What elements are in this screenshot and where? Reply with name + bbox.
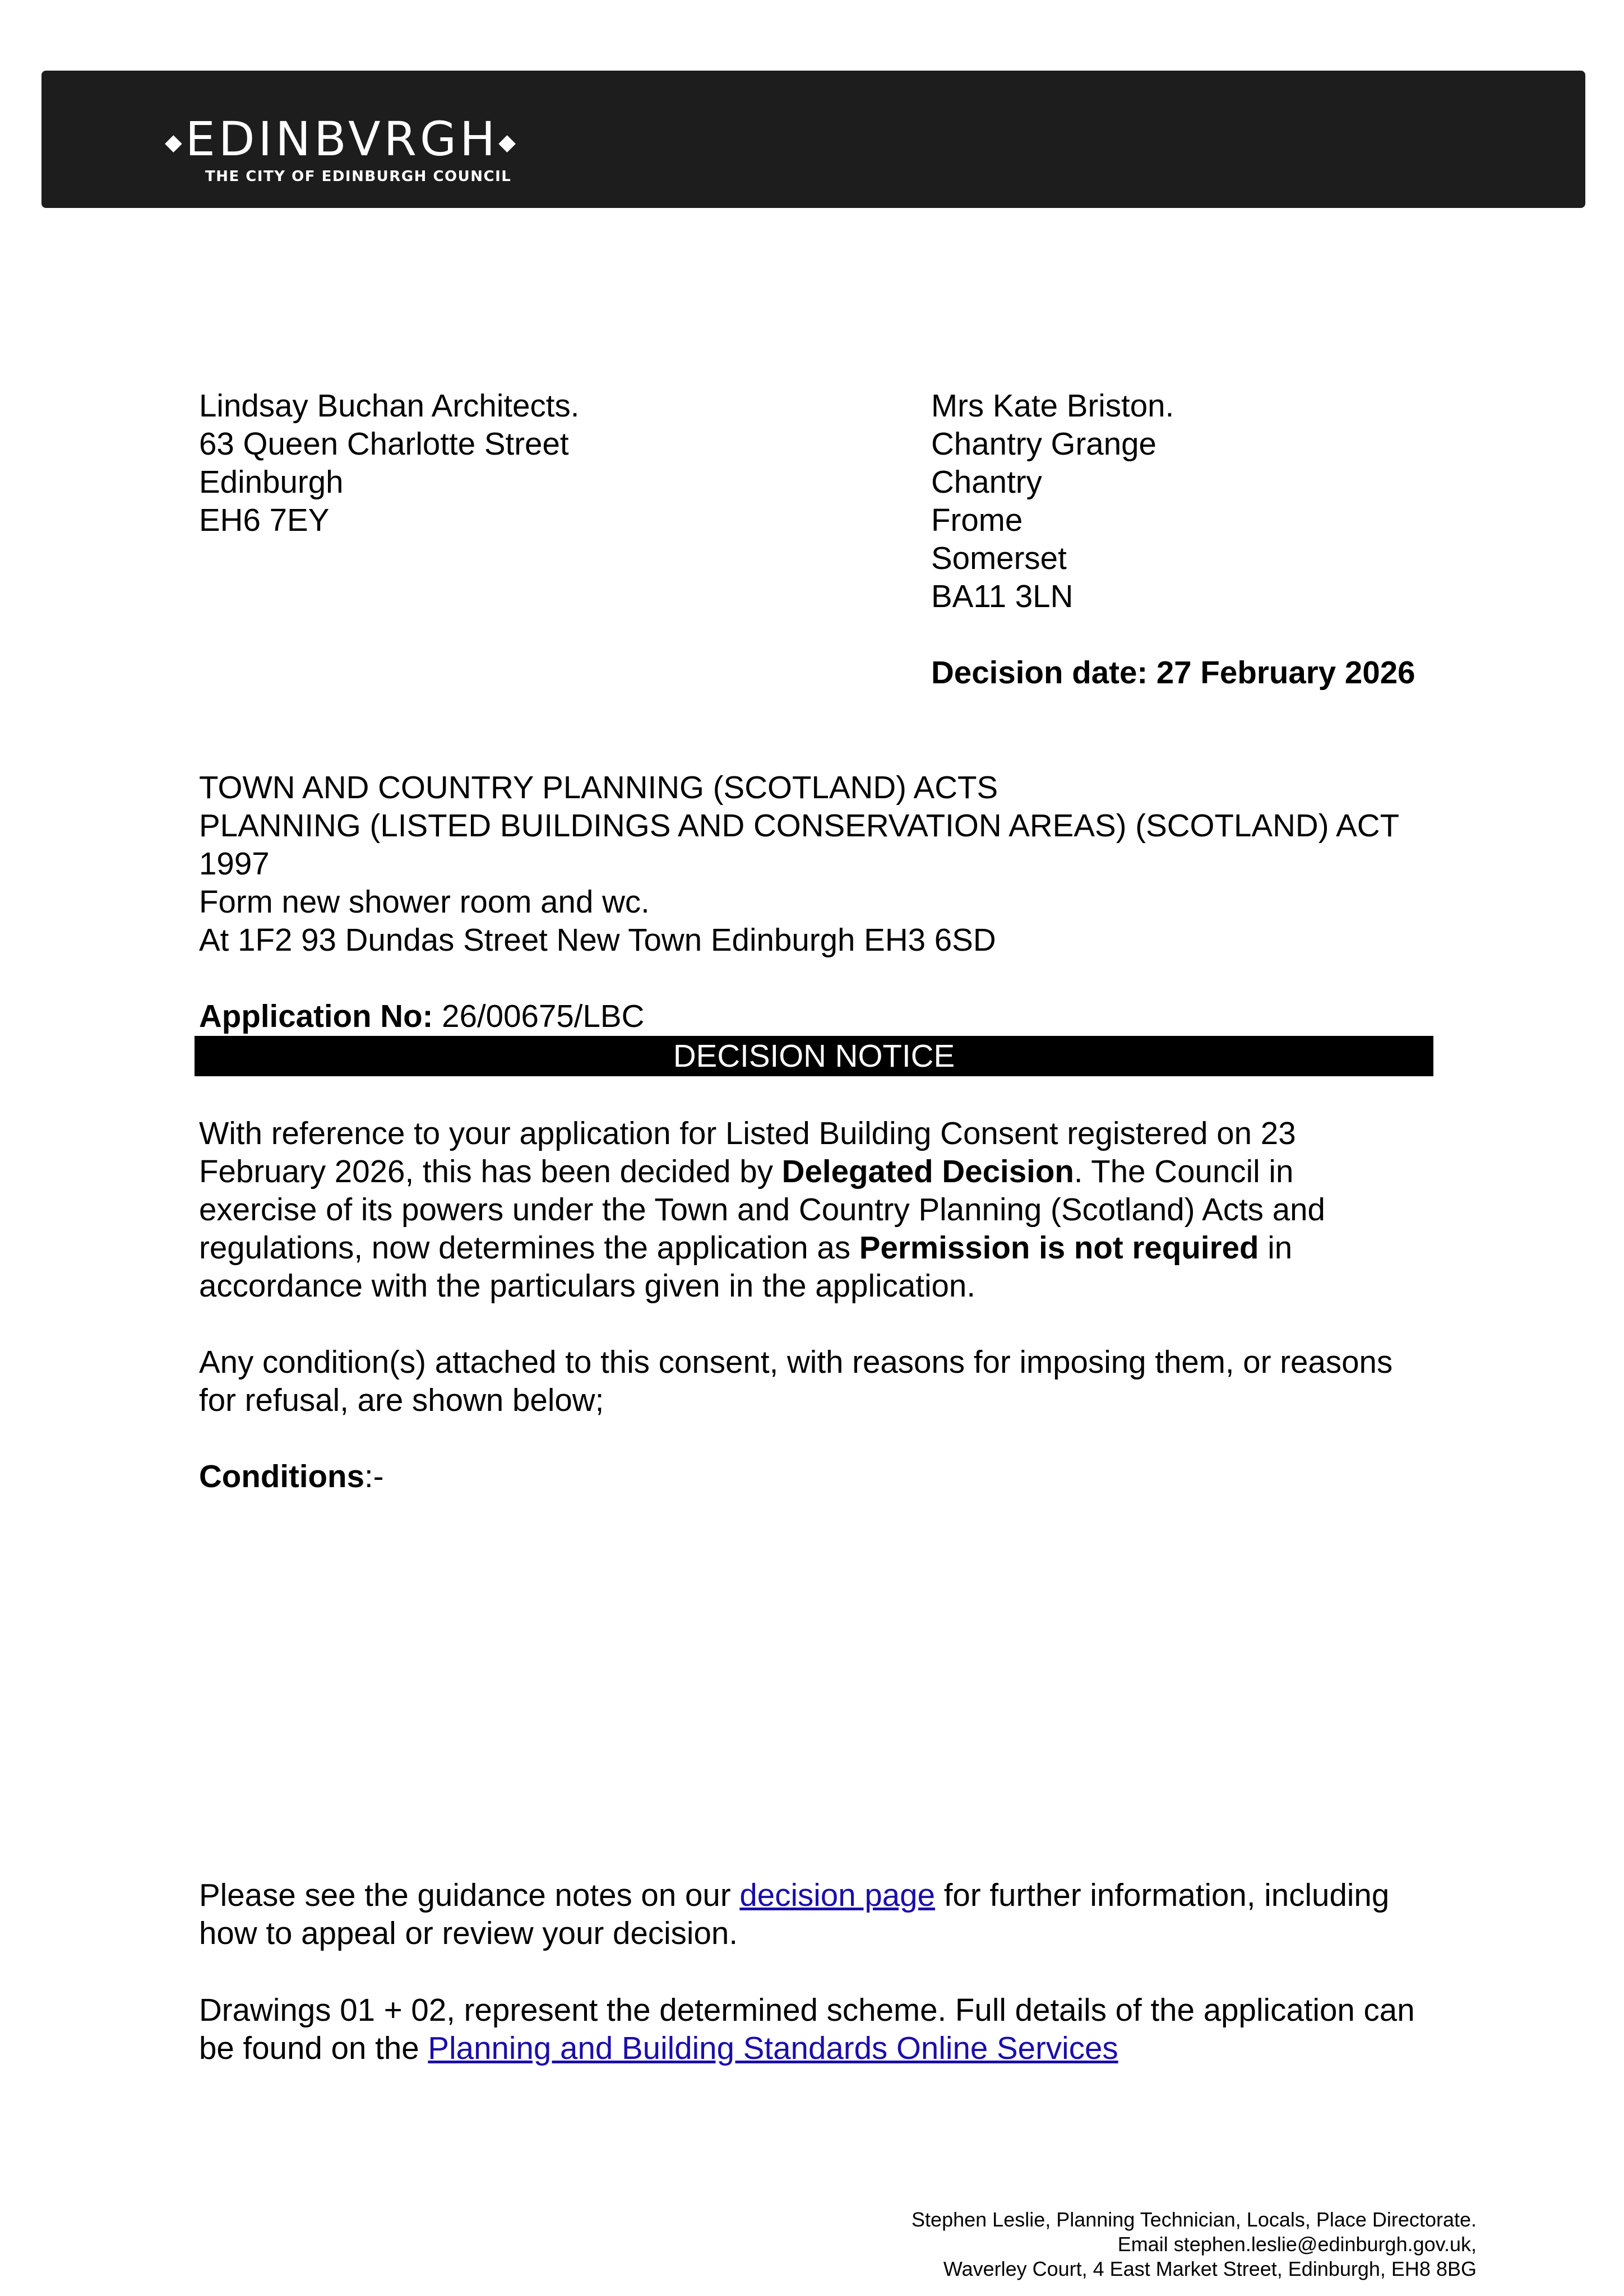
edinburgh-logo [165,112,520,185]
address-line: Chantry Grange [931,426,1156,461]
conditions-intro [199,1343,1392,1419]
text-line: February 2026, this has been decided by Delegated Decision. The Council in [199,1154,1294,1189]
council-header-banner [41,71,1585,208]
heading-line: 1997 [199,846,270,881]
footer-line: Stephen Leslie, Planning Technician, Locals, Place Directorate. [912,2208,1477,2231]
address-line: Lindsay Buchan Architects. [199,388,580,423]
logo-diamond-left-icon: ◆ [165,129,186,156]
site-address: At 1F2 93 Dundas Street New Town Edinburgh EH3 6SD [199,922,996,957]
legislation-heading [199,769,1399,959]
conditions-heading: Conditions:- [199,1459,384,1494]
text-line: for refusal, are shown below; [199,1382,604,1418]
address-line: Somerset [931,540,1067,576]
decision-paragraph [199,1114,1325,1305]
text-line: Please see the guidance notes on our decision page for further information, including [199,1877,1390,1913]
text-line: regulations, now determines the application as Permission is not required in [199,1230,1293,1265]
heading-line: TOWN AND COUNTRY PLANNING (SCOTLAND) ACTS [199,770,998,805]
address-line: Frome [931,502,1023,538]
guidance-paragraph [199,1876,1389,1952]
address-line: BA11 3LN [931,578,1074,614]
footer-line: Waverley Court, 4 East Market Street, Edinburgh, EH8 8BG [943,2257,1477,2280]
application-number [199,997,644,1035]
text-line: be found on the Planning and Building Standards Online Services [199,2030,1118,2066]
text-line: accordance with the particulars given in the application. [199,1268,976,1303]
decision-type: Delegated Decision [781,1154,1074,1189]
applicant-address [931,387,1174,615]
officer-contact-footer [912,2207,1477,2281]
decision-page-link[interactable]: decision page [739,1877,936,1913]
text-line: exercise of its powers under the Town and Country Planning (Scotland) Acts and [199,1192,1325,1227]
text-line: Any condition(s) attached to this consent, with reasons for imposing them, or reasons [199,1344,1393,1380]
text-line: Drawings 01 + 02, represent the determined scheme. Full details of the application can [199,1992,1415,2027]
conditions-label: Conditions [199,1459,364,1494]
footer-line: Email stephen.leslie@edinburgh.gov.uk, [1117,2233,1477,2256]
application-number-label: Application No: [199,998,433,1034]
heading-line: PLANNING (LISTED BUILDINGS AND CONSERVATION AREAS) (SCOTLAND) ACT [199,808,1400,843]
logo-subtitle: THE CITY OF EDINBURGH COUNCIL [205,168,512,185]
address-line: Chantry [931,464,1042,499]
decision-date: Decision date: 27 February 2026 [931,655,1415,690]
decision-notice-title: DECISION NOTICE [195,1036,1433,1076]
logo-diamond-right-icon: ◆ [498,129,520,156]
text-line: how to appeal or review your decision. [199,1915,738,1951]
agent-address [199,387,579,539]
address-line: Mrs Kate Briston. [931,388,1174,423]
address-line: 63 Queen Charlotte Street [199,426,569,461]
text-line: With reference to your application for Listed Building Consent registered on 23 [199,1115,1296,1151]
proposal-description: Form new shower room and wc. [199,884,650,919]
application-number-value: 26/00675/LBC [442,998,645,1034]
online-services-link[interactable]: Planning and Building Standards Online Services [428,2030,1118,2066]
decision-outcome: Permission is not required [859,1230,1259,1265]
address-line: EH6 7EY [199,502,330,538]
logo-word: EDINBVRGH [185,112,499,166]
address-line: Edinburgh [199,464,344,499]
drawings-paragraph [199,1991,1415,2067]
